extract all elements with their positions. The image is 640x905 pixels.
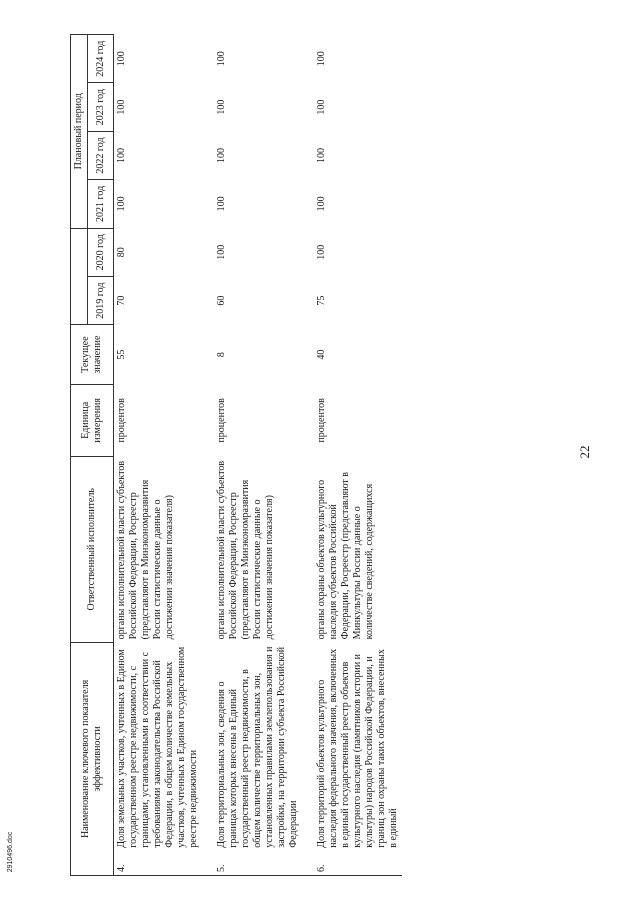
responsible-executor: органы охраны объектов культурного наследия субъектов Российской Федерации, Росреестр (представляют в Минкультуры России данные о количестве сведений, содержащихся bbox=[316, 471, 375, 640]
unit-value: процентов bbox=[114, 384, 203, 456]
indicators-table bbox=[70, 34, 402, 876]
year-value: 60 bbox=[216, 295, 227, 306]
current-value: 40 bbox=[316, 349, 327, 360]
page-number: 22 bbox=[577, 445, 592, 459]
header-year: 2023 год bbox=[88, 83, 114, 131]
table-header bbox=[71, 35, 114, 876]
header-planning-period: Плановый период bbox=[71, 35, 88, 229]
table-row bbox=[114, 35, 203, 876]
header-empty bbox=[71, 228, 88, 325]
year-value: 70 bbox=[114, 276, 203, 324]
year-value: 100 bbox=[316, 99, 327, 115]
year-value: 100 bbox=[114, 83, 203, 131]
year-value: 100 bbox=[316, 148, 327, 163]
year-value: 100 bbox=[216, 196, 227, 212]
year-value: 100 bbox=[216, 99, 227, 115]
document-code: 2910496.doc bbox=[7, 831, 14, 873]
year-value: 100 bbox=[216, 148, 227, 163]
year-value: 100 bbox=[114, 131, 203, 179]
header-year: 2022 год bbox=[88, 131, 114, 179]
header-unit: Единица измерения bbox=[71, 384, 114, 456]
unit-value: процентов bbox=[216, 398, 227, 443]
row-number: 4. bbox=[114, 851, 203, 876]
header-current: Текущее значение bbox=[71, 325, 114, 385]
current-value: 8 bbox=[216, 352, 227, 358]
table-row bbox=[202, 35, 302, 876]
unit-value: процентов bbox=[316, 398, 327, 443]
header-year: 2020 год bbox=[88, 228, 114, 276]
year-value: 100 bbox=[114, 180, 203, 228]
rotated-table-container bbox=[70, 34, 588, 876]
responsible-executor: органы исполнительной власти субъектов Российской Федерации, Росреестр (представляют в Минэкономразвития России статистические данные о достижении значения показателя) bbox=[114, 456, 203, 642]
year-value: 100 bbox=[316, 196, 327, 212]
year-value: 100 bbox=[216, 51, 227, 67]
header-year: 2019 год bbox=[88, 276, 114, 324]
header-responsible: Ответственный исполнитель bbox=[71, 456, 114, 642]
indicator-name: Доля земельных участков, учтенных в Едином государственном реестре недвижимости, с границами, установленными в соответствии с требованиями законодательства Российской Федерации, в общем количестве земельных участков, учтенных в Едином государственном реестре недвижимости bbox=[114, 642, 203, 850]
header-year: 2024 год bbox=[88, 35, 114, 83]
responsible-executor: органы исполнительной власти субъектов Российской Федерации, Росреестр (представляют в Минэкономразвития России статистические данные о достижении значения показателя) bbox=[216, 460, 275, 640]
indicator-name: Доля территорий объектов культурного наследия федерального значения, включенных в единый государственный реестр объектов культурного наследия (памятников истории и культуры) народов Российской Федерации, и границ зон охраны таких объектов, внесенных в единый bbox=[316, 648, 399, 848]
header-year: 2021 год bbox=[88, 180, 114, 228]
table-row bbox=[302, 35, 402, 876]
year-value: 100 bbox=[216, 244, 227, 260]
indicator-name: Доля территориальных зон, сведения о границах которых внесены в Единый государственный реестр недвижимости, в общем количестве территориальных зон, установленных правилами землепользования и застройки, на территории субъекта Российской Федерации bbox=[216, 646, 299, 848]
year-value: 100 bbox=[316, 51, 327, 67]
row-number: 5. bbox=[202, 851, 302, 876]
year-value: 100 bbox=[114, 35, 203, 83]
row-number: 6. bbox=[302, 851, 402, 876]
year-value: 100 bbox=[316, 244, 327, 260]
header-name: Наименование ключевого показателя эффективности bbox=[71, 642, 114, 875]
year-value: 80 bbox=[114, 228, 203, 276]
year-value: 75 bbox=[316, 295, 327, 306]
current-value: 55 bbox=[114, 325, 203, 385]
